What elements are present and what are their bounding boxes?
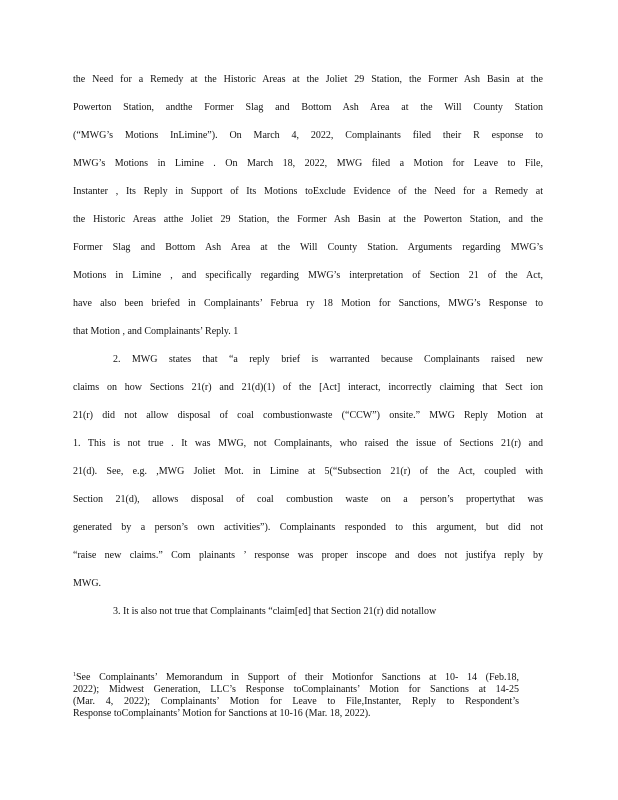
paragraph-2-start: 2. MWG states that “a reply brief is warranted because Complainants raised new bbox=[113, 354, 543, 365]
body-line: Motions in Limine , and specifically regarding MWG’s interpretation of Section 21 of the Act, bbox=[73, 270, 543, 281]
body-line: that Motion , and Complainants’ Reply. 1 bbox=[73, 326, 239, 337]
footnote-line bbox=[73, 672, 519, 684]
footnote-divider bbox=[73, 656, 193, 657]
footnote-marker: 1 bbox=[73, 672, 76, 678]
body-line: Powerton Station, andthe Former Slag and Bottom Ash Area at the Will County Station bbox=[73, 102, 543, 113]
footnote-text: See Complainants’ Memorandum in Support of their Motionfor Sanctions at 10- 14 (Feb.18, bbox=[76, 672, 519, 683]
footnote-line: (Mar. 4, 2022); Complainants’ Motion for Leave to File,Instanter, Reply to Respondent’s bbox=[73, 696, 519, 707]
body-line: Former Slag and Bottom Ash Area at the Will County Station. Arguments regarding MWG’s bbox=[73, 242, 543, 253]
body-line: generated by a person’s own activities”). Complainants responded to this argument, but did not bbox=[73, 522, 543, 533]
body-line: (“MWG’s Motions InLimine”). On March 4, 2022, Complainants filed their R esponse to bbox=[73, 130, 543, 141]
body-line: MWG’s Motions in Limine . On March 18, 2022, MWG filed a Motion for Leave to File, bbox=[73, 158, 543, 169]
footnote-line: Response toComplainants’ Motion for Sanctions at 10-16 (Mar. 18, 2022). bbox=[73, 708, 371, 719]
body-line: the Need for a Remedy at the Historic Areas at the Joliet 29 Station, the Former Ash Basin at the bbox=[73, 74, 543, 85]
paragraph-3-start: 3. It is also not true that Complainants “claim[ed] that Section 21(r) did notallow bbox=[113, 606, 437, 617]
body-line: 1. This is not true . It was MWG, not Complainants, who raised the issue of Sections 21(r) and bbox=[73, 438, 543, 449]
body-line: claims on how Sections 21(r) and 21(d)(1) of the [Act] interact, incorrectly claiming that Sect ion bbox=[73, 382, 543, 393]
footnote-line: 2022); Midwest Generation, LLC’s Response toComplainants’ Motion for Sanctions at 14-25 bbox=[73, 684, 519, 695]
body-line: Section 21(d), allows disposal of coal combustion waste on a person’s propertythat was bbox=[73, 494, 543, 505]
body-line: have also been briefed in Complainants’ Februa ry 18 Motion for Sanctions, MWG’s Response to bbox=[73, 298, 543, 309]
body-line: 21(r) did not allow disposal of coal combustionwaste (“CCW”) onsite.” MWG Reply Motion at bbox=[73, 410, 543, 421]
body-line: 21(d). See, e.g. ,MWG Joliet Mot. in Limine at 5(“Subsection 21(r) of the Act, coupled with bbox=[73, 466, 543, 477]
body-line: “raise new claims.” Com plainants ’ response was proper inscope and does not justifya reply by bbox=[73, 550, 543, 561]
body-line: the Historic Areas atthe Joliet 29 Station, the Former Ash Basin at the Powerton Station, and the bbox=[73, 214, 543, 225]
body-line: Instanter , Its Reply in Support of Its Motions toExclude Evidence of the Need for a Remedy at bbox=[73, 186, 543, 197]
body-line: MWG. bbox=[73, 578, 102, 589]
